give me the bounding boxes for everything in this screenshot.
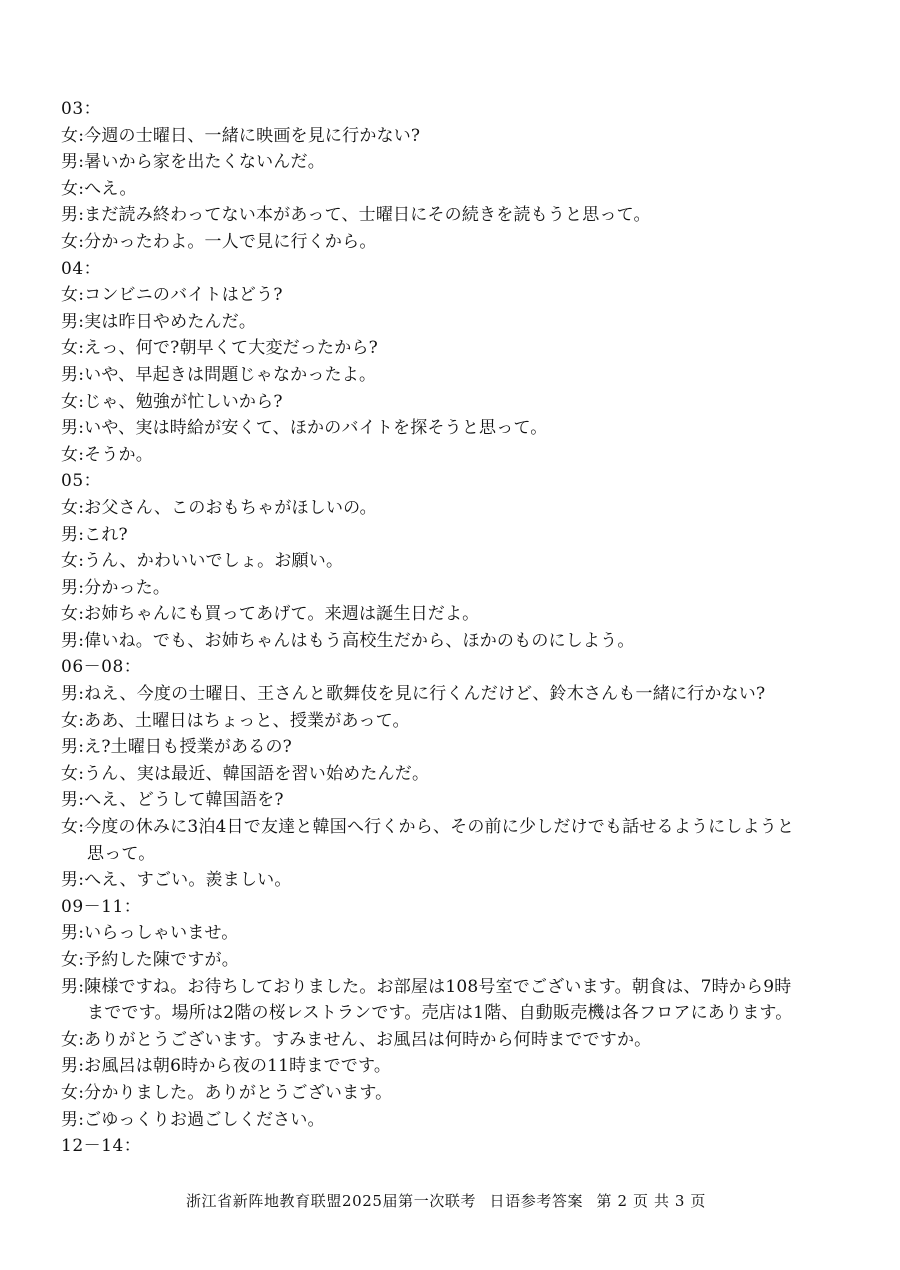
dialogue-line: 男:へえ、すごい。羨ましい。 [61, 870, 292, 891]
dialogue-line: 女:分かりました。ありがとうございます。 [61, 1082, 393, 1103]
section-header-12-14: 12－14： [61, 1136, 142, 1157]
dialogue-line: 女:コンビニのバイトはどう? [61, 285, 283, 306]
section-header-04: 04： [61, 258, 102, 279]
dialogue-line: 男:いらっしゃいませ。 [61, 923, 239, 944]
dialogue-line: 男:ねえ、今度の士曜日、王さんと歌舞伎を見に行くんだけど、鈴木さんも一緒に行かない? [61, 684, 766, 705]
dialogue-line: 女:じゃ、勉強が忙しいから? [61, 391, 283, 412]
dialogue-line: 男:実は昨日やめたんだ。 [61, 311, 257, 332]
dialogue-line: 男:これ? [61, 524, 128, 545]
dialogue-line: 女:えっ、何で?朝早くて大変だったから? [61, 338, 378, 359]
dialogue-line: 女:うん、実は最近、韓国語を習い始めたんだ。 [61, 763, 430, 784]
dialogue-line: 男:へえ、どうして韓国語を? [61, 790, 284, 811]
dialogue-line: 女:へえ。 [61, 178, 137, 199]
footer-subject: 日语参考答案 [489, 1192, 584, 1210]
dialogue-line: 女:お姉ちゃんにも買ってあげて。来週は誕生日だよ。 [61, 604, 480, 625]
footer-exam-title: 浙江省新阵地教育联盟2025届第一次联考 [185, 1192, 477, 1210]
dialogue-line: 男:いや、実は時給が安くて、ほかのバイトを探そうと思って。 [61, 418, 548, 439]
dialogue-line: 男:え?土曜日も授業があるの? [61, 737, 292, 758]
dialogue-line: 女:今度の休みに3泊4日で友達と韓国へ行くから、その前に少しだけでも話せるようにしようと [61, 817, 795, 838]
dialogue-line: 男:ごゆっくりお過ごしください。 [61, 1109, 325, 1130]
dialogue-line-continuation: までです。場所は2階の桜レストランです。売店は1階、自動販売機は各フロアにあります。 [87, 1003, 793, 1024]
dialogue-line: 女:ありがとうございます。すみません、お風呂は何時から何時までですか。 [61, 1029, 652, 1050]
dialogue-line: 女:ああ、土曜日はちょっと、授業があって。 [61, 710, 410, 731]
dialogue-line: 男:まだ読み終わってない本があって、士曜日にその続きを読もうと思って。 [61, 205, 651, 226]
dialogue-line: 男:暑いから家を出たくないんだ。 [61, 152, 325, 173]
section-header-05: 05： [61, 471, 102, 492]
footer-page-number: 第 2 页 共 3 页 [596, 1192, 707, 1210]
dialogue-line: 男:お風呂は朝6時から夜の11時までです。 [61, 1056, 392, 1077]
section-header-06-08: 06－08： [61, 657, 142, 678]
page-footer [0, 1190, 900, 1211]
dialogue-line: 女:お父さん、このおもちゃがほしいの。 [61, 497, 377, 518]
dialogue-line: 女:今週の士曜日、一緒に映画を見に行かない? [61, 125, 421, 146]
dialogue-line: 男:いや、早起きは問題じゃなかったよ。 [61, 364, 377, 385]
listening-script [61, 96, 861, 1160]
section-header-09-11: 09－11： [61, 896, 142, 917]
dialogue-line: 男:陳様ですね。お待ちしておりました。お部屋は108号室でございます。朝食は、7時から9時 [61, 976, 792, 997]
dialogue-line: 女:予約した陳ですが。 [61, 950, 239, 970]
dialogue-line: 男:分かった。 [61, 577, 171, 598]
dialogue-line: 女:分かったわよ。一人で見に行くから。 [61, 231, 377, 252]
dialogue-line: 女:そうか。 [61, 444, 153, 465]
dialogue-line: 男:偉いね。でも、お姉ちゃんはもう高校生だから、ほかのものにしよう。 [61, 630, 635, 651]
dialogue-line: 女:うん、かわいいでしょ。お願い。 [61, 551, 344, 572]
section-header-03: 03： [61, 99, 102, 119]
dialogue-line-continuation: 思って。 [87, 843, 156, 864]
